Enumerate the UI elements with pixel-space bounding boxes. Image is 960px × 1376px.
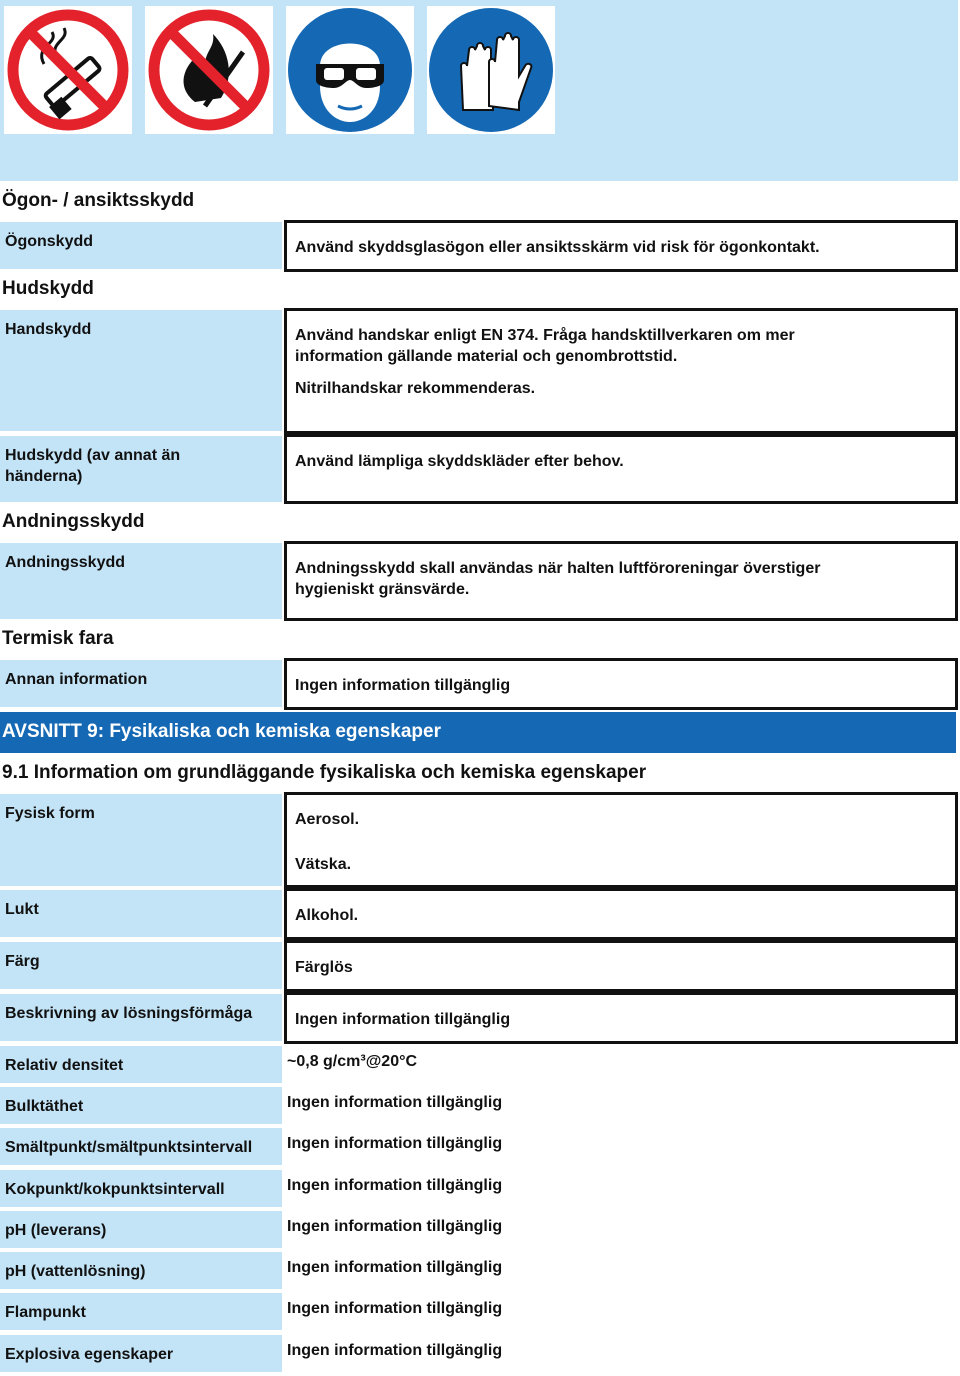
section-9-title: AVSNITT 9: Fysikaliska och kemiska egenskaper (0, 712, 956, 753)
no-smoking-icon (4, 6, 132, 134)
property-value: Ingen information tillgänglig (287, 1300, 503, 1317)
eye-value: Använd skyddsglasögon eller ansiktsskärm vid risk för ögonkontakt. (284, 220, 958, 272)
physical-form-label: Fysisk form (0, 794, 282, 886)
property-value: Ingen information tillgänglig (287, 1218, 503, 1235)
hand-value (284, 308, 958, 434)
eye-label: Ögonskydd (0, 222, 282, 269)
odor-value: Alkohol. (284, 888, 958, 940)
respiratory-label: Andningsskydd (0, 543, 282, 619)
section-9-subtitle: 9.1 Information om grundläggande fysikaliska och kemiska egenskaper (2, 762, 647, 783)
color-label: Färg (0, 942, 282, 989)
property-value: Ingen information tillgänglig (287, 1259, 503, 1276)
respiratory-heading: Andningsskydd (2, 511, 145, 532)
skin-heading: Hudskydd (2, 278, 94, 299)
property-label: Bulktäthet (0, 1087, 282, 1124)
body-protection-label: Hudskydd (av annat än händerna) (0, 436, 282, 502)
physical-form-value-1: Aerosol. (295, 811, 360, 828)
thermal-heading: Termisk fara (2, 628, 114, 649)
thermal-value: Ingen information tillgänglig (284, 658, 958, 710)
property-label: Explosiva egenskaper (0, 1335, 282, 1372)
physical-form-value-2: Vätska. (295, 856, 352, 873)
property-label: pH (leverans) (0, 1211, 282, 1248)
hand-value-text-2: Nitrilhandskar rekommenderas. (295, 380, 536, 397)
property-value: Ingen information tillgänglig (287, 1177, 503, 1194)
odor-label: Lukt (0, 890, 282, 937)
property-value: Ingen information tillgänglig (287, 1094, 503, 1111)
property-value: Ingen information tillgänglig (287, 1135, 503, 1152)
property-label: pH (vattenlösning) (0, 1252, 282, 1289)
thermal-label: Annan information (0, 660, 282, 707)
property-label: Relativ densitet (0, 1046, 282, 1083)
no-open-flame-icon (145, 6, 273, 134)
respiratory-value: Andningsskydd skall användas när halten luftföroreningar överstiger hygieniskt gränsvärde. (284, 541, 958, 621)
solubility-label: Beskrivning av lösningsförmåga (0, 994, 282, 1041)
eye-protection-icon (286, 6, 414, 134)
property-label: Flampunkt (0, 1293, 282, 1330)
hand-value-text-1: Använd handskar enligt EN 374. Fråga handsktillverkaren om mer information gällande material och genombrottstid. (295, 327, 795, 365)
color-value: Färglös (284, 940, 958, 992)
body-protection-value: Använd lämpliga skyddskläder efter behov. (284, 434, 958, 504)
solubility-value: Ingen information tillgänglig (284, 992, 958, 1044)
property-label: Kokpunkt/kokpunktsintervall (0, 1170, 282, 1207)
property-label: Smältpunkt/smältpunktsintervall (0, 1128, 282, 1165)
physical-form-value (284, 792, 958, 888)
property-value: ~0,8 g/cm³@20°C (287, 1053, 418, 1070)
property-value: Ingen information tillgänglig (287, 1342, 503, 1359)
gloves-icon (427, 6, 555, 134)
pictogram-band (0, 0, 958, 181)
hand-label: Handskydd (0, 310, 282, 431)
eye-heading: Ögon- / ansiktsskydd (2, 190, 195, 211)
